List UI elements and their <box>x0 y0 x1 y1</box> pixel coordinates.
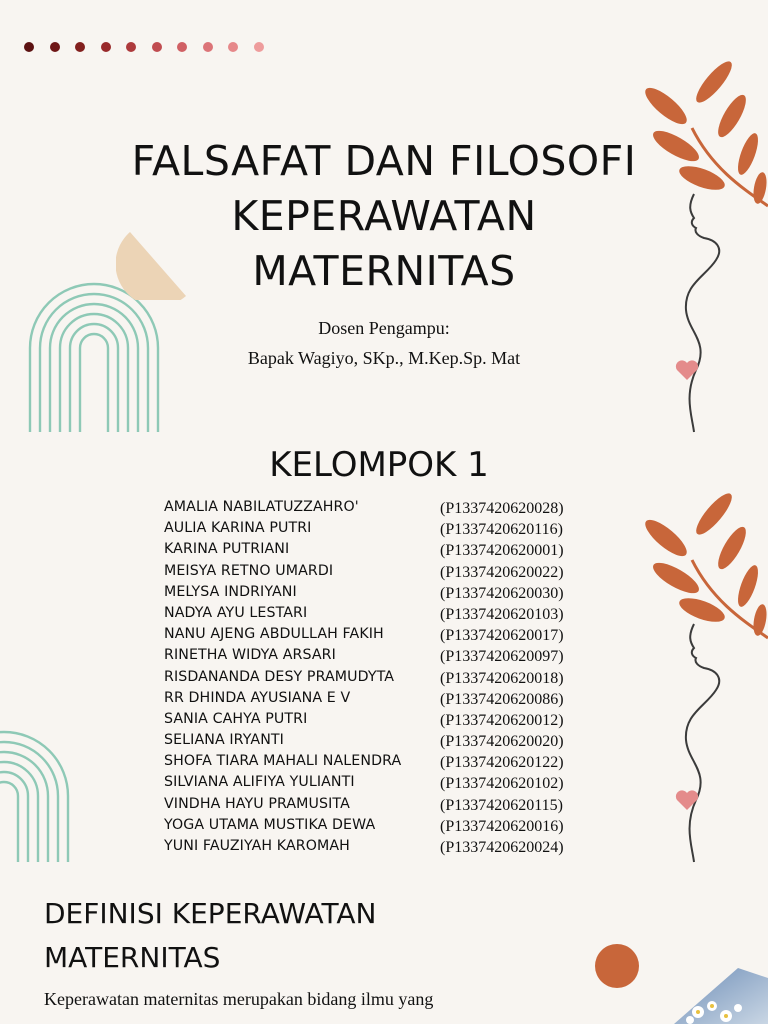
list-item <box>164 709 594 730</box>
list-item <box>164 582 594 603</box>
member-nim: (P1337420620030) <box>440 584 564 602</box>
orange-circle-icon <box>594 943 640 989</box>
member-nim: (P1337420620103) <box>440 605 564 623</box>
member-nim: (P1337420620097) <box>440 648 564 666</box>
list-item <box>164 688 594 709</box>
list-item <box>164 603 594 624</box>
member-name: SILVIANA ALIFIYA YULIANTI <box>164 774 355 791</box>
lecturer-name: Bapak Wagiyo, SKp., M.Kep.Sp. Mat <box>247 348 521 368</box>
list-item <box>164 751 594 772</box>
member-nim: (P1337420620028) <box>440 500 564 517</box>
group-title: KELOMPOK 1 <box>269 445 489 485</box>
decorative-dot <box>152 42 162 52</box>
decorative-dot <box>126 42 136 52</box>
leaf-branch-icon-2 <box>642 490 768 640</box>
decorative-dot <box>24 42 34 52</box>
face-silhouette-line-icon-2 <box>676 622 736 864</box>
member-name: YOGA UTAMA MUSTIKA DEWA <box>164 816 376 833</box>
decorative-dot-row <box>24 42 264 52</box>
decorative-dot <box>50 42 60 52</box>
member-nim: (P1337420620115) <box>440 796 563 814</box>
member-nim: (P1337420620122) <box>440 754 564 772</box>
list-item <box>164 815 594 836</box>
lecturer-block <box>0 313 768 373</box>
decorative-dot <box>203 42 213 52</box>
title-line-3: MATERNITAS <box>252 247 516 295</box>
definition-title <box>44 892 464 980</box>
decorative-dot <box>177 42 187 52</box>
member-name: RISDANANDA DESY PRAMUDYTA <box>164 668 395 685</box>
decorative-dot <box>101 42 111 52</box>
member-name: MEISYA RETNO UMARDI <box>164 562 334 579</box>
member-name: AMALIA NABILATUZZAHRO' <box>164 499 359 515</box>
document-title <box>0 134 768 299</box>
member-nim: (P1337420620017) <box>440 627 564 645</box>
member-name: NANU AJENG ABDULLAH FAKIH <box>164 626 384 643</box>
list-item <box>164 645 594 666</box>
heart-icon-2 <box>675 789 699 811</box>
member-name: AULIA KARINA PUTRI <box>164 520 312 537</box>
arch-rainbow-icon-bottom <box>0 730 70 862</box>
member-nim: (P1337420620086) <box>440 690 564 708</box>
list-item <box>164 561 594 582</box>
member-name: SHOFA TIARA MAHALI NALENDRA <box>164 753 402 770</box>
member-name: VINDHA HAYU PRAMUSITA <box>164 795 350 812</box>
definition-title-line-2: MATERNITAS <box>44 941 221 974</box>
list-item <box>164 624 594 645</box>
list-item <box>164 518 594 539</box>
member-name: NADYA AYU LESTARI <box>164 604 308 621</box>
list-item <box>164 794 594 815</box>
list-item <box>164 772 594 793</box>
member-nim: (P1337420620001) <box>440 542 564 560</box>
list-item <box>164 539 594 560</box>
member-nim: (P1337420620020) <box>440 733 564 751</box>
member-nim: (P1337420620116) <box>440 521 563 539</box>
member-nim: (P1337420620024) <box>440 839 564 856</box>
definition-title-line-1: DEFINISI KEPERAWATAN <box>44 897 377 930</box>
flower-photo-icon <box>668 966 768 1024</box>
decorative-dot <box>228 42 238 52</box>
list-item <box>164 497 594 518</box>
lecturer-label: Dosen Pengampu: <box>318 318 450 338</box>
member-nim: (P1337420620018) <box>440 669 564 687</box>
member-name: KARINA PUTRIANI <box>164 541 290 558</box>
list-item <box>164 667 594 688</box>
member-list <box>164 497 594 857</box>
decorative-dot <box>254 42 264 52</box>
title-line-1: FALSAFAT DAN FILOSOFI <box>131 137 637 185</box>
member-name: SANIA CAHYA PUTRI <box>164 710 308 727</box>
list-item <box>164 836 594 857</box>
member-nim: (P1337420620016) <box>440 817 564 835</box>
member-nim: (P1337420620102) <box>440 775 564 793</box>
member-name: RINETHA WIDYA ARSARI <box>164 647 336 664</box>
decorative-dot <box>75 42 85 52</box>
member-nim: (P1337420620012) <box>440 711 564 729</box>
member-nim: (P1337420620022) <box>440 563 564 581</box>
definition-body: Keperawatan maternitas merupakan bidang ilmu yang <box>44 989 434 1009</box>
list-item <box>164 730 594 751</box>
title-line-2: KEPERAWATAN <box>231 192 537 240</box>
member-name: MELYSA INDRIYANI <box>164 583 297 600</box>
member-name: RR DHINDA AYUSIANA E V <box>164 689 351 706</box>
member-name: YUNI FAUZIYAH KAROMAH <box>164 838 350 854</box>
member-name: SELIANA IRYANTI <box>164 732 284 749</box>
